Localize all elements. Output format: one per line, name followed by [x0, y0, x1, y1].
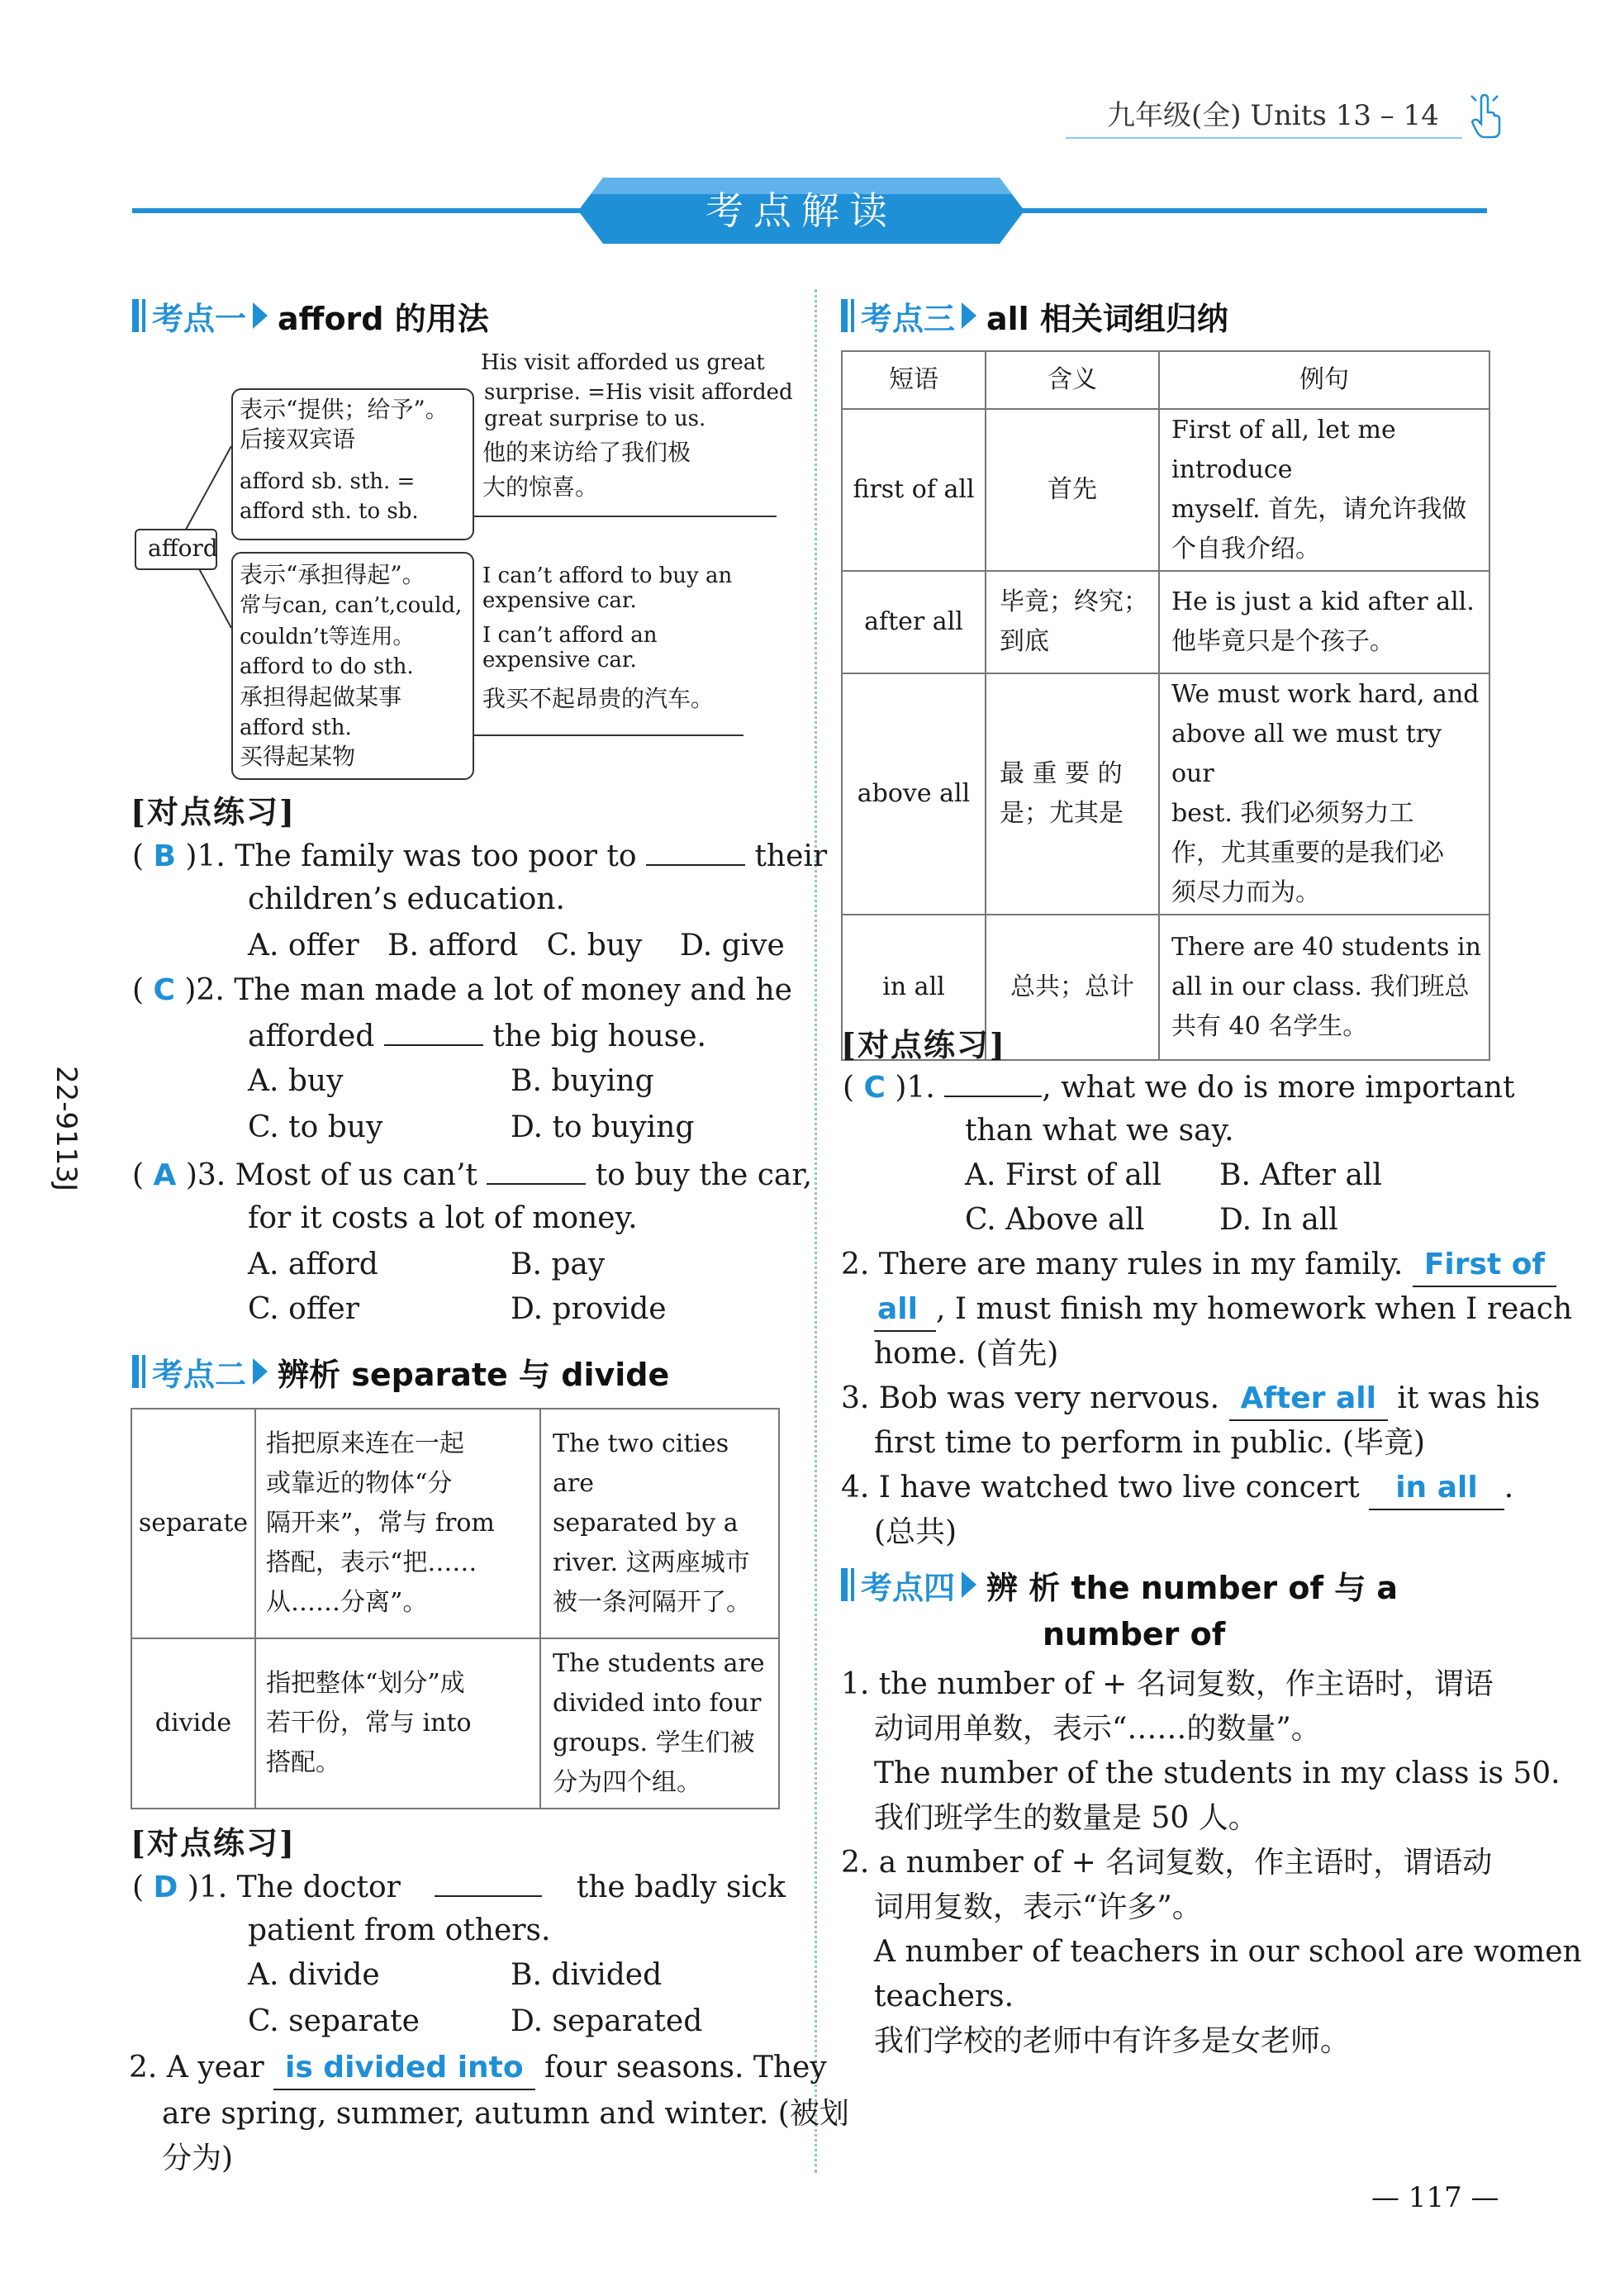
question-text: their — [754, 839, 828, 873]
option[interactable]: D. give — [680, 929, 785, 963]
question-3-2 — [841, 1244, 1556, 1287]
box1-line: 表示“提供；给予”。 — [240, 396, 449, 423]
box2-line: 表示“承担得起”。 — [240, 561, 425, 588]
filled-answer[interactable]: in all — [1369, 1467, 1504, 1510]
option[interactable]: D. separated — [511, 2004, 703, 2038]
meaning-line: 搭配，表示“把…… — [266, 1548, 477, 1577]
section-4-title-cont: number of — [1043, 1616, 1226, 1652]
example-line: 共有 40 名学生。 — [1171, 1012, 1368, 1041]
question-text: . — [1504, 1471, 1514, 1505]
example2-line: I can’t afford an — [482, 623, 658, 648]
question-text: 分为) — [162, 2142, 234, 2175]
answer-blank[interactable] — [487, 1153, 586, 1185]
box1-line: afford sth. to sb. — [240, 499, 419, 524]
box2-line: afford to do sth. — [240, 654, 414, 679]
question-text: 3. Bob was very nervous. — [841, 1381, 1220, 1415]
phrase-cell: above all — [842, 673, 986, 915]
option[interactable]: D. to buying — [511, 1110, 695, 1144]
example1-line: great surprise to us. — [484, 406, 706, 431]
filled-answer[interactable]: is divided into — [273, 2047, 535, 2090]
phrase-cell: in all — [842, 915, 986, 1060]
box1-line: afford sb. sth. = — [240, 469, 416, 494]
option[interactable]: B. buying — [511, 1064, 654, 1098]
question-text: than what we say. — [965, 1114, 1234, 1148]
example-line: There are 40 students in — [1171, 933, 1481, 962]
question-text: the badly sick — [576, 1871, 786, 1904]
practice-label: [对点练习] — [131, 793, 296, 830]
question-text-row — [248, 1015, 706, 1058]
explanation-line: 词用复数，表示“许多”。 — [874, 1890, 1202, 1924]
question-3-4 — [841, 1467, 1513, 1510]
option[interactable]: A. First of all — [965, 1158, 1162, 1192]
option[interactable]: B. afford — [387, 929, 519, 963]
explanation-line: 1. the number of + 名词复数，作主语时，谓语 — [841, 1667, 1494, 1701]
section-2-heading — [132, 1347, 669, 1396]
answer: C — [153, 973, 175, 1007]
diagram-root-label: afford — [148, 535, 218, 562]
question-text: (总共) — [874, 1515, 957, 1549]
diagram-root — [135, 529, 217, 570]
practice-label: [对点练习] — [841, 1026, 1006, 1063]
example-line: 他毕竟只是个孩子。 — [1171, 627, 1394, 656]
example-line: groups. 学生们被 — [553, 1728, 755, 1757]
example-line: separated by a — [553, 1509, 739, 1538]
options-row — [248, 925, 785, 967]
section-banner — [578, 178, 1024, 244]
question-text: 4. I have watched two live concert — [841, 1471, 1360, 1505]
example-line: myself. 首先，请允许我做 — [1171, 495, 1467, 524]
explanation-line: 我们班学生的数量是 50 人。 — [874, 1801, 1258, 1835]
box2-line: 买得起某物 — [240, 743, 356, 770]
question-text: , what we do is more important — [1042, 1071, 1515, 1105]
example-line: above all we must try our — [1171, 720, 1442, 788]
example2-line: expensive car. — [482, 648, 637, 673]
section-1-heading — [132, 291, 489, 340]
meaning-line: 若干份，常与 into — [266, 1709, 472, 1737]
example1-line: His visit afforded us great — [481, 350, 765, 375]
question-text: to buy the car, — [595, 1158, 813, 1192]
question-text: are spring, summer, autumn and winter. (被划 — [162, 2097, 849, 2131]
header-rule — [1066, 137, 1462, 139]
meaning-line: 首先 — [1048, 475, 1097, 504]
box2-line: couldn’t等连用。 — [240, 625, 415, 649]
option[interactable]: A. afford — [248, 1248, 378, 1281]
example-line: 作，尤其重要的是我们必 — [1171, 839, 1444, 868]
question-3-2-cont — [874, 1289, 1572, 1332]
option[interactable]: A. offer — [248, 929, 359, 963]
question-text: patient from others. — [248, 1913, 551, 1947]
question-text: 2. There are many rules in my family. — [841, 1248, 1404, 1281]
option[interactable]: A. buy — [248, 1064, 344, 1098]
option[interactable]: C. offer — [248, 1292, 359, 1326]
explanation-line: 动词用单数，表示“……的数量”。 — [874, 1712, 1321, 1746]
example2-line: expensive car. — [482, 588, 637, 613]
banner-title: 考点解读 — [705, 188, 897, 233]
pointing-hand-icon — [1466, 93, 1504, 140]
option[interactable]: B. divided — [511, 1958, 663, 1992]
meaning-cell — [986, 571, 1159, 673]
meaning-line: 是；尤其是 — [1000, 799, 1124, 828]
example-line: all in our class. 我们班总 — [1171, 972, 1470, 1001]
example-line: We must work hard, and — [1171, 680, 1480, 709]
question-text: )2. The man made a lot of money and he — [184, 973, 792, 1007]
meaning-line: 从……分离”。 — [266, 1588, 428, 1617]
column-header: 短语 — [842, 351, 986, 409]
word-cell: separate — [131, 1409, 255, 1638]
meaning-cell — [986, 915, 1159, 1060]
table-row — [842, 409, 1489, 571]
filled-answer[interactable]: After all — [1229, 1378, 1388, 1421]
phrase-cell: first of all — [842, 409, 986, 571]
question-3-3 — [841, 1378, 1540, 1421]
practice-label: [对点练习] — [131, 1824, 296, 1861]
example-line: divided into four — [553, 1689, 762, 1718]
question-2-2 — [129, 2047, 827, 2090]
meaning-line: 到底 — [1000, 627, 1049, 656]
meaning-line: 指把整体“划分”成 — [266, 1669, 465, 1698]
table-row — [842, 673, 1489, 915]
explanation-line: 我们学校的老师中有许多是女老师。 — [874, 2024, 1351, 2058]
question-3-1: ( C )1. , what we do is more important — [843, 1066, 1515, 1109]
option[interactable]: A. divide — [248, 1958, 380, 1992]
section-3-heading — [841, 291, 1228, 340]
example-cell — [540, 1409, 779, 1638]
option[interactable]: C. buy — [546, 929, 643, 963]
section-2-title: 辨析 separate 与 divide — [278, 1356, 670, 1393]
example-line: The students are — [553, 1649, 765, 1678]
meaning-line: 搭配。 — [266, 1748, 340, 1777]
page-number: — 117 — — [1371, 2181, 1499, 2214]
column-header: 例句 — [1159, 351, 1489, 409]
example1-line: 大的惊喜。 — [482, 473, 599, 501]
question-text: afforded — [248, 1020, 375, 1053]
question-1-2: ( C )2. The man made a lot of money and he — [132, 973, 792, 1007]
example1-line: surprise. =His visit afforded — [484, 380, 793, 405]
example-cell — [1159, 915, 1489, 1060]
diagram-box-provide — [231, 388, 474, 540]
box2-line: 常与can, can’t,could, — [240, 593, 463, 618]
explanation-line: The number of the students in my class is 50. — [874, 1756, 1561, 1790]
answer: C — [863, 1071, 886, 1105]
answer: B — [153, 839, 176, 873]
example-cell — [540, 1638, 779, 1809]
diagram-box-can-afford — [231, 552, 474, 780]
option[interactable]: D. provide — [511, 1292, 667, 1326]
explanation-line: A number of teachers in our school are women — [874, 1935, 1582, 1969]
header-text: 九年级(全) Units 13 – 14 — [1107, 99, 1439, 132]
question-text: )1. — [895, 1071, 935, 1105]
box1-line: 后接双宾语 — [240, 425, 356, 453]
question-1-3: ( A )3. Most of us can’t to buy the car, — [132, 1153, 812, 1196]
example-cell — [1159, 409, 1489, 571]
filled-answer[interactable]: all — [874, 1289, 936, 1332]
question-text: )1. The doctor — [187, 1871, 401, 1904]
question-text: children’s education. — [248, 882, 565, 916]
filled-answer[interactable]: First of — [1413, 1244, 1556, 1287]
section-3-title: all 相关词组归纳 — [986, 300, 1228, 337]
option[interactable]: C. to buy — [248, 1110, 383, 1144]
explanation-line: 2. a number of + 名词复数，作主语时，谓语动 — [841, 1846, 1493, 1880]
box2-line: afford sth. — [240, 715, 352, 740]
question-text: four seasons. They — [544, 2051, 827, 2084]
question-text: for it costs a lot of money. — [248, 1201, 638, 1235]
question-text: , I must finish my homework when I reach — [935, 1292, 1573, 1326]
answer-blank[interactable] — [944, 1066, 1042, 1097]
meaning-line: 隔开来”，常与 from — [266, 1509, 495, 1538]
example-line: 个自我介绍。 — [1171, 535, 1320, 563]
all-phrases-table — [841, 350, 1490, 1061]
column-divider — [815, 289, 817, 2173]
option[interactable]: D. In all — [1219, 1203, 1338, 1237]
side-code: 22-9113J — [50, 1066, 83, 1192]
example1-line: 他的来访给了我们极 — [482, 439, 691, 466]
box2-line: 承担得起做某事 — [240, 683, 402, 711]
meaning-line: 毕竟；终究； — [1000, 587, 1148, 616]
question-text: 2. A year — [129, 2051, 264, 2084]
example-cell — [1159, 571, 1489, 673]
table-row — [131, 1409, 779, 1638]
meaning-cell — [255, 1638, 540, 1809]
explanation-line: teachers. — [874, 1980, 1014, 2013]
question-text: )3. Most of us can’t — [185, 1158, 477, 1192]
example-cell — [1159, 673, 1489, 915]
example-line: The two cities are — [553, 1429, 729, 1498]
section-1-tag: 考点一 — [132, 293, 278, 339]
table-header-row — [842, 351, 1489, 409]
meaning-cell — [255, 1409, 540, 1638]
example-line: 分为四个组。 — [553, 1768, 701, 1797]
page-header — [1066, 89, 1462, 139]
section-2-tag: 考点二 — [132, 1349, 278, 1395]
example-line: 被一条河隔开了。 — [553, 1588, 751, 1617]
meaning-cell — [986, 409, 1159, 571]
section-4-heading — [841, 1560, 1398, 1609]
question-text: it was his — [1397, 1381, 1541, 1415]
answer: D — [153, 1871, 178, 1904]
answer-blank[interactable] — [646, 834, 745, 866]
phrase-cell: after all — [842, 571, 986, 673]
section-3-tag: 考点三 — [841, 293, 986, 339]
question-text: home. (首先) — [874, 1337, 1059, 1371]
example-line: First of all, let me introduce — [1171, 416, 1396, 484]
table-row — [131, 1638, 779, 1809]
question-text: )1. The family was too poor to — [185, 839, 637, 873]
meaning-line: 最 重 要 的 — [1000, 759, 1123, 788]
section-4-title: 辨 析 the number of 与 a — [986, 1569, 1399, 1606]
option[interactable]: C. separate — [248, 2004, 420, 2038]
example-line: river. 这两座城市 — [553, 1548, 750, 1577]
option[interactable]: B. pay — [511, 1248, 606, 1281]
question-text: the big house. — [492, 1020, 706, 1053]
column-header: 含义 — [986, 351, 1159, 409]
example-line: 须尽力而为。 — [1171, 878, 1320, 907]
example-line: He is just a kid after all. — [1171, 587, 1475, 616]
table-row — [842, 571, 1489, 673]
answer: A — [153, 1158, 177, 1192]
example2-line: I can’t afford to buy an — [482, 563, 733, 588]
example-line: best. 我们必须努力工 — [1171, 799, 1414, 828]
question-1-1: ( B )1. The family was too poor to their — [132, 834, 827, 877]
meaning-line: 总共；总计 — [1010, 972, 1134, 1001]
section-1-title: afford 的用法 — [278, 300, 489, 337]
option[interactable]: C. Above all — [965, 1203, 1145, 1237]
example2-line: 我买不起昂贵的汽车。 — [482, 685, 715, 712]
answer-blank[interactable] — [384, 1015, 483, 1046]
meaning-cell — [986, 673, 1159, 915]
meaning-line: 指把原来连在一起 — [266, 1429, 464, 1458]
meaning-line: 或靠近的物体“分 — [266, 1469, 453, 1498]
separate-divide-table — [131, 1408, 780, 1809]
section-4-tag: 考点四 — [841, 1562, 986, 1608]
question-text: first time to perform in public. (毕竟) — [874, 1426, 1425, 1460]
word-cell: divide — [131, 1638, 255, 1809]
option[interactable]: B. After all — [1219, 1158, 1382, 1192]
answer-blank[interactable] — [435, 1866, 542, 1897]
question-2-1: ( D )1. The doctor the badly sick — [132, 1866, 786, 1909]
